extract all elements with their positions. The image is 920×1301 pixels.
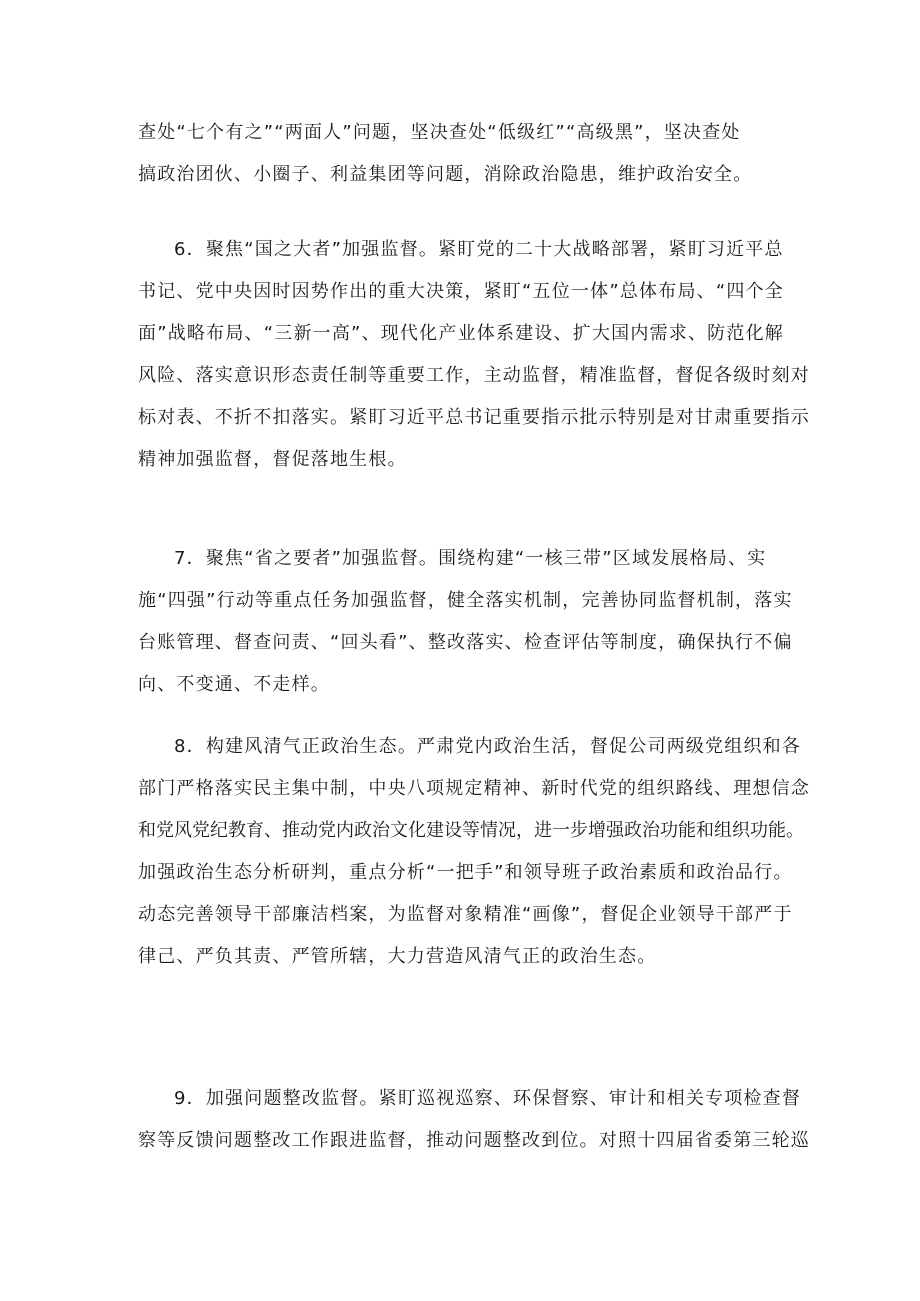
text-line: 风险、落实意识形态责任制等重要工作，主动监督，精准监督，督促各级时刻对 [138,365,810,386]
text-line: 向、不变通、不走样。 [138,674,330,695]
text-line: 查处“七个有之”“两面人”问题，坚决查处“低级红”“高级黑”，坚决查处 [138,122,741,143]
text-line: 9．加强问题整改监督。紧盯巡视巡察、环保督察、审计和相关专项检查督 [174,1088,802,1109]
text-line: 精神加强监督，督促落地生根。 [138,449,407,470]
paragraph-continued [138,112,798,196]
text-line: 7．聚焦“省之要者”加强监督。围绕构建“一核三带”区域发展格局、实 [174,548,767,569]
paragraph-9 [138,1078,810,1162]
text-line: 部门严格落实民主集中制，中央八项规定精神、新时代党的组织路线、理想信念 [138,778,810,799]
paragraph-7 [138,538,798,706]
text-line: 动态完善领导干部廉洁档案，为监督对象精准“画像”，督促企业领导干部严于 [138,904,793,925]
text-line: 6．聚焦“国之大者”加强监督。紧盯党的二十大战略部署，紧盯习近平总 [174,239,784,260]
paragraph-6 [138,229,810,481]
text-line: 和党风党纪教育、推动党内政治文化建设等情况，进一步增强政治功能和组织功能。 [138,820,804,841]
text-line: 律己、严负其责、严管所辖，大力营造风清气正的政治生态。 [138,946,657,967]
text-line: 书记、党中央因时因势作出的重大决策，紧盯“五位一体”总体布局、“四个全 [138,281,784,302]
text-line: 察等反馈问题整改工作跟进监督，推动问题整改到位。对照十四届省委第三轮巡 [138,1130,810,1151]
paragraph-8 [138,726,810,978]
text-line: 搞政治团伙、小圈子、利益集团等问题，消除政治隐患，维护政治安全。 [138,164,753,185]
text-line: 加强政治生态分析研判，重点分析“一把手”和领导班子政治素质和政治品行。 [138,862,793,883]
text-line: 8．构建风清气正政治生态。严肃党内政治生活，督促公司两级党组织和各 [174,736,802,757]
text-line: 台账管理、督查问责、“回头看”、整改落实、检查评估等制度，确保执行不偏 [138,632,793,653]
text-line: 施“四强”行动等重点任务加强监督，健全落实机制，完善协同监督机制，落实 [138,590,793,611]
text-line: 标对表、不折不扣落实。紧盯习近平总书记重要指示批示特别是对甘肃重要指示 [138,407,810,428]
text-line: 面”战略布局、“三新一高”、现代化产业体系建设、扩大国内需求、防范化解 [138,323,784,344]
